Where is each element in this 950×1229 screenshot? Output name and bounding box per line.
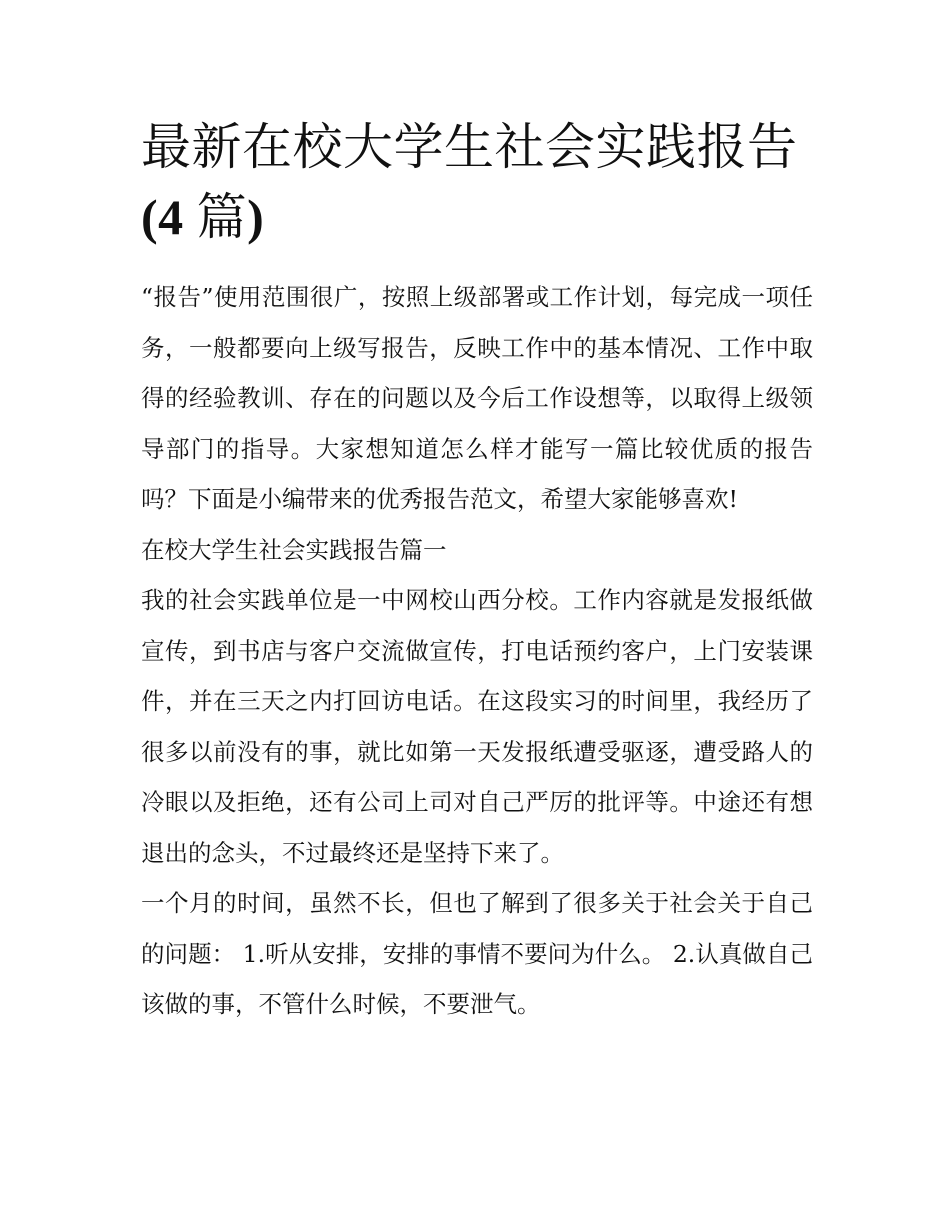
document-title [141,112,813,252]
title-paren-open: (4 [141,189,197,245]
title-paren-close: ) [247,189,265,245]
intro-paragraph: “报告”使用范围很广，按照上级部署或工作计划，每完成一项任务，一般都要向上级写报告，反映工作中的基本情况、工作中取得的经验教训、存在的问题以及今后工作设想等，以取得上级领导部门的指导。大家想知道怎么样才能写一篇比较优质的报告吗？下面是小编带来的优秀报告范文，希望大家能够喜欢! [141,283,813,513]
body-paragraph-1: 我的社会实践单位是一中网校山西分校。工作内容就是发报纸做宣传，到书店与客户交流做宣传，打电话预约客户，上门安装课件，并在三天之内打回访电话。在这段实习的时间里，我经历了很多以前没有的事，就比如第一天发报纸遭受驱逐，遭受路人的冷眼以及拒绝，还有公司上司对自己严厉的批评等。中途还有想退出的念头，不过最终还是坚持下来了。 [141,586,813,867]
title-line-1: 最新在校大学生社会实践报告 [141,118,798,176]
title-line-2 [141,189,264,245]
body-paragraph-2: 一个月的时间，虽然不长，但也了解到了很多关于社会关于自己的问题： 1.听从安排，安排的事情不要问为什么。 2.认真做自己该做的事，不管什么时候，不要泄气。 [141,889,813,1018]
title-word-pian: 篇 [196,188,248,246]
section-heading: 在校大学生社会实践报告篇一 [141,535,447,564]
document-content [141,112,813,1030]
